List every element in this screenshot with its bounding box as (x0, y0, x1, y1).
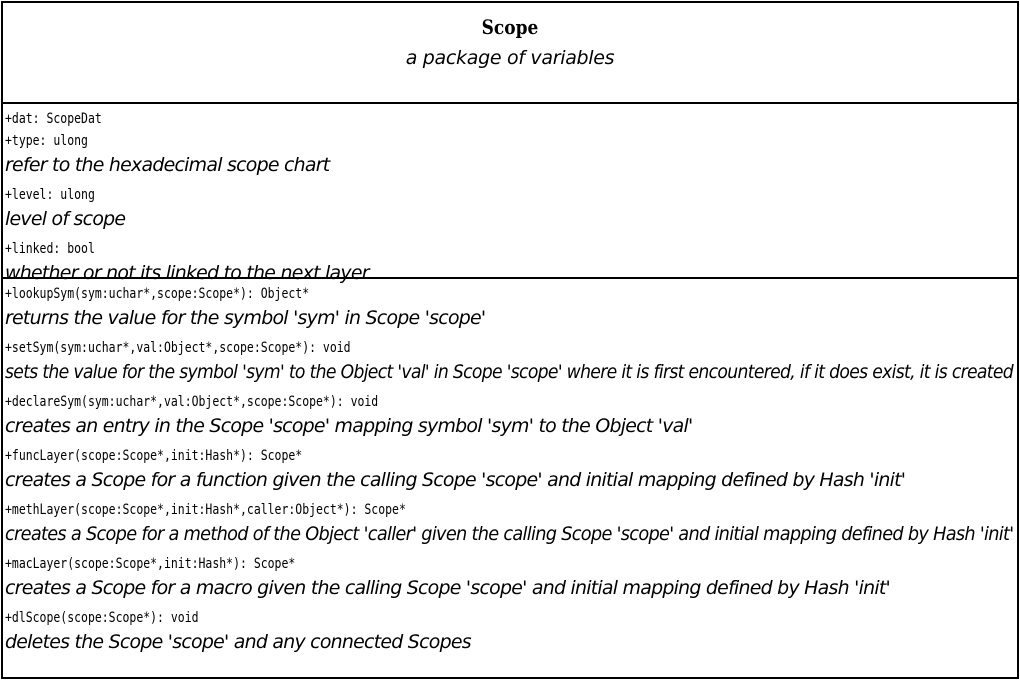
attribute-dat (5, 108, 1017, 130)
operation-signature: +methLayer(scope:Scope*,init:Hash*,caller:Object*): Scope* (5, 502, 406, 518)
operation-lookupsym (5, 283, 1017, 333)
operation-note: creates an entry in the Scope 'scope' mapping symbol 'sym' to the Object 'val' (5, 415, 693, 437)
class-description: a package of variables (405, 47, 615, 69)
operation-note: creates a Scope for a method of the Object 'caller' given the calling Scope 'scope' and initial mapping defined by Hash 'init' (5, 523, 1014, 545)
operation-note: deletes the Scope 'scope' and any connected Scopes (5, 631, 471, 653)
operation-signature: +macLayer(scope:Scope*,init:Hash*): Scope* (5, 556, 296, 572)
operation-note: sets the value for the symbol 'sym' to the Object 'val' in Scope 'scope' where it is first encountered, if it does exist, it is created (5, 361, 1014, 383)
attribute-level (5, 184, 1017, 234)
operation-setsym (5, 337, 1017, 387)
class-header (3, 3, 1017, 104)
attribute-signature: +type: ulong (5, 133, 88, 149)
operation-maclayer (5, 553, 1017, 603)
operations-compartment (3, 279, 1017, 657)
operation-note: creates a Scope for a function given the calling Scope 'scope' and initial mapping defined by Hash 'init' (5, 469, 906, 491)
operation-signature: +funcLayer(scope:Scope*,init:Hash*): Scope* (5, 448, 303, 464)
attributes-compartment (3, 104, 1017, 284)
uml-class-box (1, 1, 1019, 679)
attribute-linked (5, 238, 1017, 288)
operation-note: returns the value for the symbol 'sym' in Scope 'scope' (5, 307, 486, 329)
attribute-signature: +linked: bool (5, 241, 95, 257)
operation-methlayer (5, 499, 1017, 549)
attribute-signature: +level: ulong (5, 187, 95, 203)
operation-signature: +declareSym(sym:uchar*,val:Object*,scope:Scope*): void (5, 394, 379, 410)
operation-note: creates a Scope for a macro given the calling Scope 'scope' and initial mapping defined by Hash 'init' (5, 577, 890, 599)
operation-signature: +lookupSym(sym:uchar*,scope:Scope*): Object* (5, 286, 310, 302)
attribute-note: level of scope (5, 208, 126, 230)
operation-signature: +setSym(sym:uchar*,val:Object*,scope:Scope*): void (5, 340, 351, 356)
operation-dlscope (5, 607, 1017, 657)
attribute-note: whether or not its linked to the next layer (5, 262, 369, 284)
operation-declaresym (5, 391, 1017, 441)
class-name: Scope (481, 15, 539, 39)
attribute-signature: +dat: ScopeDat (5, 111, 102, 127)
operation-signature: +dlScope(scope:Scope*): void (5, 610, 199, 626)
attribute-note: refer to the hexadecimal scope chart (5, 154, 330, 176)
attribute-type (5, 130, 1017, 180)
operation-funclayer (5, 445, 1017, 495)
